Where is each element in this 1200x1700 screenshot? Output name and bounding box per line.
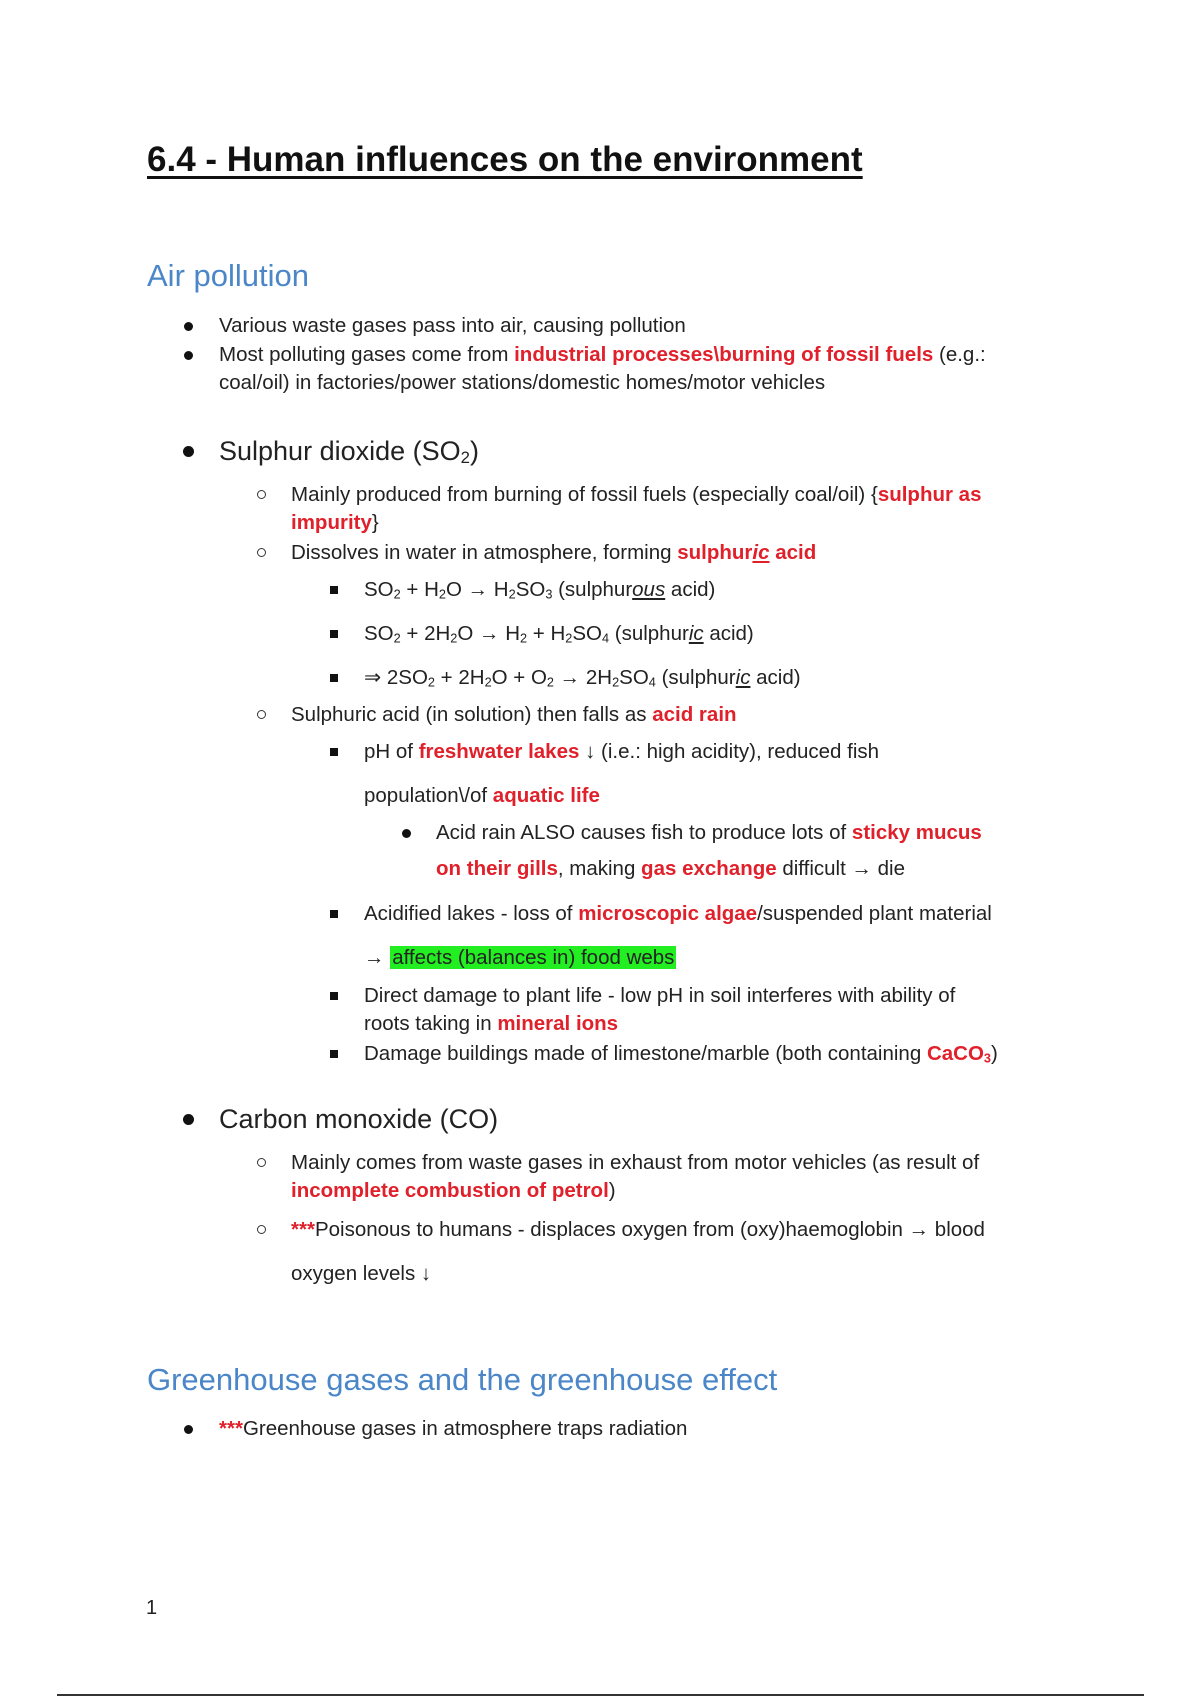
bullet-disc	[402, 829, 411, 838]
section-heading-air-pollution: Air pollution	[147, 258, 309, 293]
subheading-carbon-monoxide: Carbon monoxide (CO)	[219, 1104, 499, 1134]
list-item-plant-damage-cont: roots taking in mineral ions	[364, 1012, 619, 1035]
bullet-disc	[184, 1425, 193, 1434]
list-item-acidified-lakes: Acidified lakes - loss of microscopic algae/suspended plant material	[364, 902, 992, 925]
list-item-co-source-cont: incomplete combustion of petrol)	[291, 1179, 616, 1202]
list-item-so2-dissolves: Dissolves in water in atmosphere, forming sulphuric acid	[291, 541, 817, 564]
equation-overall: ⇒ $2SO_2 + 2H_2O + O_2 \to 2H_2SO_4$ (sulphuric acid)	[364, 666, 801, 690]
bullet-square	[330, 992, 338, 1000]
list-item-waste-gases: Various waste gases pass into air, causing pollution	[219, 314, 686, 337]
bullet-disc	[184, 322, 193, 331]
bullet-square	[330, 748, 338, 756]
bullet-square	[330, 630, 338, 638]
bullet-square	[330, 586, 338, 594]
list-item-plant-damage: Direct damage to plant life - low pH in soil interferes with ability of	[364, 984, 956, 1007]
bullet-circle	[257, 490, 266, 499]
equation-sulphurous-acid: $SO_2 + H_2O \to H_2SO_3$ (sulphurous acid)	[364, 578, 716, 602]
bullet-disc	[184, 351, 193, 360]
list-item-acid-rain: Sulphuric acid (in solution) then falls as acid rain	[291, 703, 737, 726]
bullet-circle	[257, 1158, 266, 1167]
equation-sulphuric-acid: $SO_2 + 2H_2O \to H_2 + H_2SO_4$ (sulphuric acid)	[364, 622, 754, 646]
bullet-circle	[257, 548, 266, 557]
section-heading-greenhouse: Greenhouse gases and the greenhouse effect	[147, 1362, 778, 1397]
list-item-co-poisonous: ***Poisonous to humans - displaces oxygen from (oxy)haemoglobin → blood	[291, 1218, 985, 1241]
list-item-acidified-lakes-cont: → affects (balances in) food webs	[364, 946, 675, 969]
list-item-so2-source-cont: impurity}	[291, 511, 379, 534]
list-item-polluting-gases: Most polluting gases come from industrial processes\burning of fossil fuels (e.g.:	[219, 343, 986, 366]
list-item-so2-source: Mainly produced from burning of fossil fuels (especially coal/oil) {sulphur as	[291, 483, 982, 506]
list-item-greenhouse-traps: ***Greenhouse gases in atmosphere traps radiation	[219, 1417, 688, 1440]
page-title: 6.4 - Human influences on the environment	[147, 140, 863, 179]
footer-divider	[57, 1694, 1144, 1696]
list-item-fish-mucus-cont: on their gills, making gas exchange difficult → die	[436, 857, 906, 880]
list-item-co-source: Mainly comes from waste gases in exhaust from motor vehicles (as result of	[291, 1151, 980, 1174]
page-number: 1	[146, 1597, 158, 1619]
bullet-disc	[183, 1114, 194, 1125]
list-item-buildings: Damage buildings made of limestone/marble (both containing CaCO$_3$)	[364, 1042, 998, 1066]
subheading-sulphur-dioxide: Sulphur dioxide $(SO_2)$	[219, 436, 479, 467]
list-item-ph-lakes: pH of freshwater lakes ↓ (i.e.: high acidity), reduced fish	[364, 740, 880, 763]
bullet-square	[330, 910, 338, 918]
list-item-fish-mucus: Acid rain ALSO causes fish to produce lots of sticky mucus	[436, 821, 982, 844]
bullet-circle	[257, 710, 266, 719]
bullet-disc	[183, 446, 194, 457]
list-item-polluting-gases-cont: coal/oil) in factories/power stations/domestic homes/motor vehicles	[219, 371, 826, 394]
highlight-food-webs: affects (balances in) food webs	[392, 946, 675, 969]
bullet-square	[330, 1050, 338, 1058]
bullet-circle	[257, 1225, 266, 1234]
bullet-square	[330, 674, 338, 682]
list-item-ph-lakes-cont: population\/of aquatic life	[364, 784, 600, 807]
list-item-co-poisonous-cont: oxygen levels ↓	[291, 1262, 432, 1285]
